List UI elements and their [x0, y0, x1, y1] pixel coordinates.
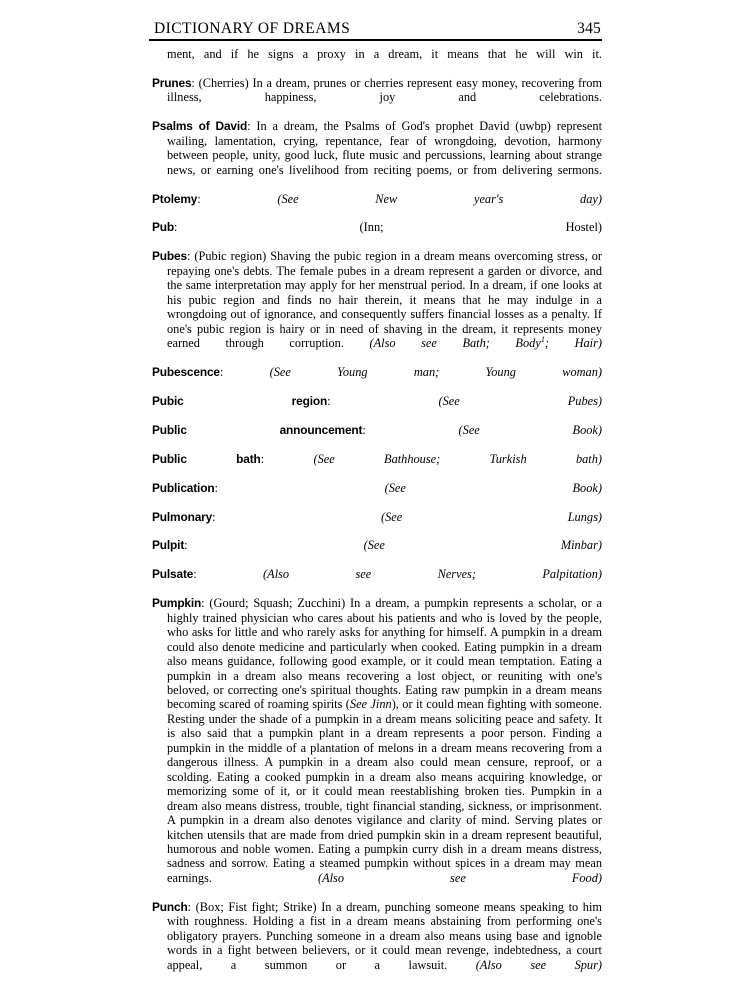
entry-headword: Public announcement	[152, 422, 363, 437]
entry-separator: :	[184, 538, 364, 553]
entry-separator: :	[260, 451, 314, 466]
entry-separator: :	[247, 119, 257, 134]
entry-separator: :	[174, 220, 360, 235]
entry-cross-reference: (See Book)	[384, 480, 602, 495]
dictionary-entry	[152, 249, 602, 365]
entry-headword: Pulpit	[152, 538, 185, 553]
entry-cross-reference: (Also see Nerves; Palpitation)	[263, 567, 602, 582]
entry-body: (Gourd; Squash; Zucchini) In a dream, a pumpkin represents a scholar, or a highly trained physician who cares about his patients and who is loved by the people, who asks for little and who rarely asks for anything for himself. A pumpkin in a dream could also denote medicine and particularly when cooked. Eating pumpkin in a dream also means guidance, following good example, or it could mean temptation. Eating a pumpkin in a dream also means recovering a lost object, or reuniting with one's beloved, or correcting one's spiritual thoughts. Eating raw pumpkin in a dream means becoming scared of roaming spirits (See Jinn), or it could mean fighting with someone. Resting under the shade of a pumpkin in a dream means soliciting peace and safety. It is also said that a pumpkin plant in a dream represents a poor person. Finding a pumpkin in the middle of a plantation of melons in a dream means recovering from a dangerous illness. A pumpkin in a dream also could mean censure, reproof, or a scolding. Eating a cooked pumpkin in a dream also means acquiring knowledge, or memorizing some of it, or it could mean reestablishing broken ties. Pumpkin in a dream also means distress, trouble, tight financial standing, sickness, or imprisonment. A pumpkin in a dream also denotes vigilance and clarity of mind. Serving plates or kitchen utensils that are made from dried pumpkin skin in a dream represent beautiful, humorous and noble women. Eating a pumpkin curry dish in a dream means distress, sadness and sorrow. Eating a steamed pumpkin without spices in a dream may mean earnings.	[167, 596, 602, 885]
entry-body: (Cherries) In a dream, prunes or cherries represent easy money, recovering from illness, happiness, joy and celebrations.	[167, 75, 602, 105]
entry-cross-reference: (See Pubes)	[438, 393, 603, 408]
dictionary-entry	[152, 596, 602, 900]
entry-headword: Pubescence	[152, 365, 220, 380]
dictionary-entry	[152, 423, 602, 452]
entry-separator: :	[191, 75, 199, 90]
entry-separator: :	[197, 191, 278, 206]
entry-cross-reference: (See Book)	[458, 422, 603, 437]
entry-list	[152, 47, 602, 986]
entry-headword: Psalms of David	[152, 119, 248, 134]
entry-headword: Publication	[152, 480, 215, 495]
entry-headword: Pubic region	[152, 393, 328, 408]
entry-separator: :	[187, 899, 196, 914]
entry-body: (Box; Fist fight; Strike) In a dream, punching someone means speaking to him with roughness. Holding a fist in a dream means abstaining from performing one's obligatory prayers. Punching someone in a dream also means using base and ignoble words in a fight between believers, or it could mean revenge, indebtedness, a court appeal, a summon or a lawsuit.	[167, 899, 603, 972]
dictionary-entry	[152, 220, 602, 249]
entry-cross-reference: (Also see Bath; Body$^1$; Hair)	[369, 335, 602, 351]
entry-cross-reference: (See Lungs)	[381, 509, 602, 524]
entry-headword: Public bath	[152, 451, 261, 466]
entry-body: ment, and if he signs a proxy in a dream, it means that he will win it.	[167, 47, 602, 62]
entry-body: In a dream, the Psalms of God's prophet David (uwbp) represent wailing, lamentation, crying, repentance, fear of wrongdoing, devotion, harmony between people, unity, good luck, flute music and percussions, learning about strange news, or earning one's livelihood from reciting poems, or from delivering sermons.	[167, 119, 602, 177]
entry-headword: Pumpkin	[152, 596, 202, 611]
entry-cross-reference: (Also see Food)	[317, 870, 603, 885]
page-content-area	[152, 20, 602, 987]
entry-cross-reference: (Also see Spur)	[475, 957, 602, 972]
dictionary-entry	[152, 192, 602, 221]
entry-headword: Pulmonary	[152, 509, 213, 524]
dictionary-entry	[152, 119, 602, 191]
entry-separator: :	[362, 422, 459, 437]
entry-body: (Inn; Hostel)	[359, 220, 602, 235]
dictionary-entry	[152, 538, 602, 567]
header-divider	[149, 39, 602, 41]
dictionary-entry	[152, 452, 602, 481]
entry-separator: :	[186, 249, 195, 264]
entry-separator: :	[193, 567, 264, 582]
dictionary-entry	[152, 567, 602, 596]
entry-separator: :	[219, 365, 270, 380]
entry-cross-reference: (See New year's day)	[277, 191, 602, 206]
entry-headword: Prunes	[152, 75, 192, 90]
entry-headword: Punch	[152, 899, 188, 914]
entry-cross-reference: (See Young man; Young woman)	[269, 365, 602, 380]
entry-headword: Pubes	[152, 249, 187, 264]
entry-cross-reference: (See Bathhouse; Turkish bath)	[313, 451, 603, 466]
entry-body: (Pubic region) Shaving the pubic region in a dream means overcoming stress, or repaying one's debts. The female pubes in a dream represent a garden or divorce, and the same interpretation may apply for her menstrual period. In a dream, if one looks at his pubic region and finds no hair therein, it means that he may indulge in a wrongdoing out of ignorance, and consequently suffers financial losses as a penalty. If one's pubic region is hairy or in need of shaving in the dream, it represents money earned through corruption.	[167, 249, 602, 351]
dictionary-entry	[152, 365, 602, 394]
running-head	[152, 20, 602, 37]
entry-separator: :	[212, 509, 381, 524]
page-title: DICTIONARY OF DREAMS	[154, 20, 351, 37]
entry-continuation	[152, 47, 602, 76]
dictionary-entry	[152, 394, 602, 423]
entry-cross-reference: (See Minbar)	[363, 538, 602, 553]
entry-separator: :	[214, 480, 385, 495]
entry-separator: :	[327, 393, 439, 408]
entry-headword: Pub	[152, 220, 175, 235]
dictionary-entry	[152, 76, 602, 119]
page-number: 345	[577, 20, 601, 37]
dictionary-entry	[152, 900, 602, 987]
dictionary-entry	[152, 481, 602, 510]
entry-headword: Pulsate	[152, 567, 194, 582]
entry-separator: :	[201, 596, 210, 611]
entry-headword: Ptolemy	[152, 191, 198, 206]
dictionary-entry	[152, 510, 602, 539]
